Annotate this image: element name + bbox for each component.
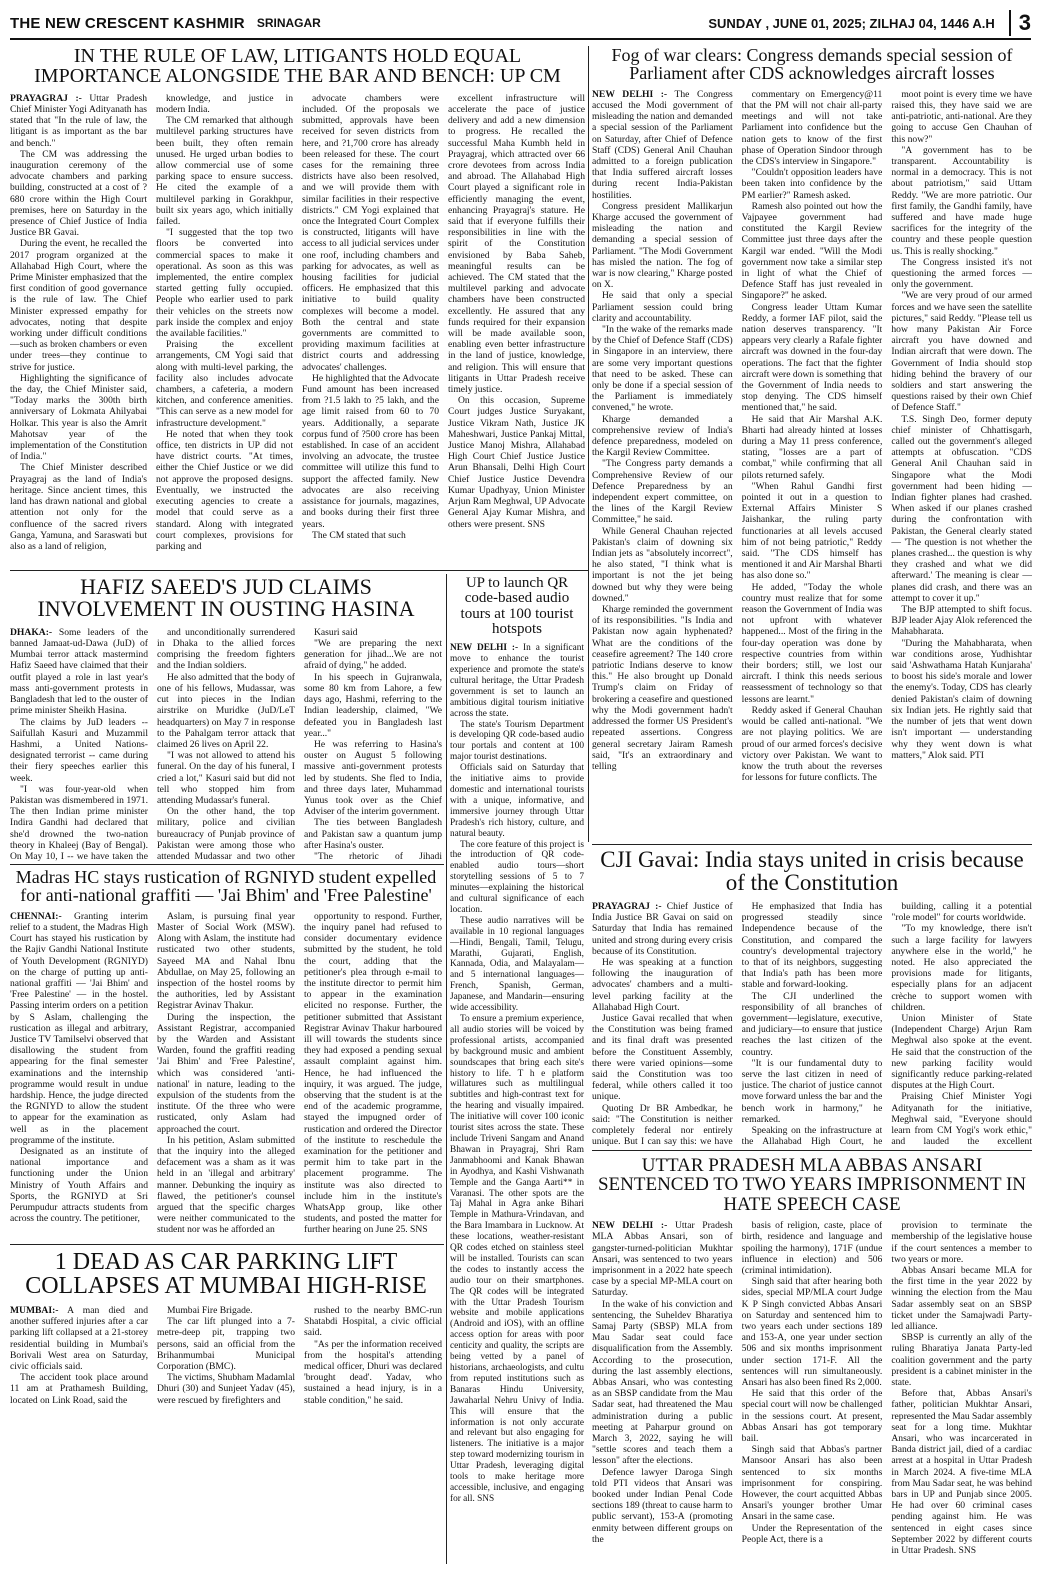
paragraph <box>742 1125 883 1148</box>
paragraph <box>742 1220 883 1276</box>
paragraph <box>450 1014 584 1505</box>
paragraph-text: Granting interim relief to a student, the Madras High Court has stayed his rustication by the Rajiv Gandhi National Institute of Youth Development (RGNIYD) on the charge of putting up anti-national graffiti — 'Jai Bhim' and 'Free Palestine' — in the hostel. Passing interim orders on a petition by S Aslam, challenging the rustication as illegal and arbitrary, Justice TV Tamilselvi observed that disallowing the student from appearing for the final semester examinations and the internship programme would result in undue hardship. Hence, the judge directed the RGNIYD to allow the student to appear for the examination as well as in the placement programme of the institute. <box>10 910 148 1146</box>
paragraph-text: Kharge demanded a comprehensive review of India's defence preparedness, modeled on the Kargil Review Committee. <box>592 413 733 459</box>
paragraph-text: "As per the information received from the hospital's attending medical officer, Dhuri was declared 'brought dead'. Yadav, who sustained a head injury, is in a stable condition," he said. <box>304 1338 442 1406</box>
paragraph-text: A man died and another suffered injuries after a car parking lift collapsed at a 21-storey residential building in Mumbai's Borivali West area on Saturday, civic officials said. <box>10 1304 148 1372</box>
article-column <box>302 93 439 552</box>
paragraph <box>304 1305 442 1339</box>
article-column <box>448 93 585 552</box>
paragraph <box>592 1299 733 1467</box>
paragraph <box>450 840 584 916</box>
paragraph-text: While General Chauhan rejected Pakistan's claim of downing six Indian jets as "absolutely incorrect", he also stated, "I think what is important is not the jet being downed but why they were being downed." <box>592 525 733 604</box>
paragraph-text: Justice Gavai recalled that when the Constitution was being framed and its final draft was presented before the Constituent Assembly, there were varied opinions—some said the Constitution was too federal, while others called it too unique. <box>592 1012 733 1103</box>
paragraph <box>10 93 147 149</box>
section-rule <box>10 1244 444 1245</box>
paragraph-text: Chief Justice of India Justice BR Gavai on said on Saturday that India has remained united and strong during every crisis because of its Constitution. <box>592 900 733 957</box>
dateline: DHAKA:- <box>10 626 53 638</box>
paragraph <box>891 1332 1032 1388</box>
article-column <box>592 89 733 784</box>
paragraph-text: In the wake of his conviction and sentencing, the Suheldev Bharatiya Samaj Party (SBSP) MLA from Mau Sadar seat could face disqualification from the Assembly. According to the prosecution, during the last assembly elections, Abbas Ansari, who was contesting as an SBSP candidate from the Mau Sadar seat, had threatened the Mau administration during a public meeting at Paharpur ground on March 3, 2022, saying he will "settle scores and teach them a lesson" after the elections. <box>592 1298 733 1467</box>
paragraph <box>304 1339 442 1406</box>
paragraph-text: T.S. Singh Deo, former deputy chief minister of Chhattisgarh, called out the government's alleged attempts at obfuscation. "CDS General Anil Chauhan said in Singapore what the Modi government had been hiding — Indian fighter planes had crashed. When asked if our planes crashed during the confrontation with Pakistan, the General clearly stated — 'The question is not whether the planes crashed... the question is why they crashed and what we did afterward.' The meaning is clear — planes did crash, and there was an attempt to cover it up." <box>891 413 1032 604</box>
paragraph-text: The claims by JuD leaders -- Saifullah Kasuri and Muzammil Hashmi, a United Nations-designated terrorist -- came during their fiery speeches earlier this week. <box>10 716 148 784</box>
story-cji-gavai <box>592 848 1032 1148</box>
paragraph-text: Abbas Ansari became MLA for the first time in the year 2022 by winning the election from the Mau Sadar assembly seat on an SBSP ticket under the Samajwadi Party-led alliance. <box>891 1264 1032 1332</box>
paragraph <box>304 911 442 1236</box>
paragraph <box>304 672 442 739</box>
paragraph-text: "I was not allowed to attend his funeral. On the day of his funeral, I cried a lot," Kasuri said but did not tell who stopped him from attending Mudassar's funeral. <box>157 750 295 806</box>
page-number: 3 <box>1009 10 1031 36</box>
paragraph-text: "We are preparing the next generation for jihad...We are not afraid of dying," he added. <box>304 638 442 672</box>
paragraph <box>10 373 147 463</box>
paragraph-text: commentary on Emergency@11 that the PM will not chair all-party meetings and will not take Parliament into confidence but the nation gets to know of the first phase of Operation Sindoor through the CDS's interview in Singapore." <box>741 88 883 167</box>
paragraph-text: Congress president Mallikarjun Kharge accused the government of misleading the nation and demanding a special session of Parliament. "The Modi Government has misled the nation. The fog of war is now clearing," Kharge posted on X. <box>592 200 733 291</box>
paragraph <box>157 1316 295 1372</box>
paragraph-text: He highlighted that the Advocate Fund amount has been increased from ?1.5 lakh to ?5 lakh, and the age limit raised from 60 to 70 years. Additionally, a separate corpus fund of ?500 crore has been established. In case of an accident involving an advocate, the trustee committee will utilize this fund to support the affected family. New advocates are also receiving assistance for journals, magazines, and books during their first three years. <box>302 372 439 530</box>
paragraph <box>742 991 883 1058</box>
paragraph <box>742 201 883 302</box>
paragraph <box>592 201 733 291</box>
paragraph-text: The state's Tourism Department is developing QR code-based audio tour portals and content at 100 major tourist destinations. <box>450 719 584 763</box>
paragraph-text: In a significant move to enhance the tourist experience and promote the state's cultural heritage, the Uttar Pradesh government is set to launch an ambitious digital tourism initiative across the state. <box>450 643 584 719</box>
paragraph <box>10 784 148 862</box>
paragraph-text: He was referring to Hasina's ouster on August 5 following massive anti-government protests led by students. She fled to India, and three days later, Muhammad Yunus took over as the Chief Adviser of the interim government. <box>304 738 442 818</box>
section-rule <box>10 570 588 571</box>
paragraph <box>592 1103 733 1148</box>
article-column <box>10 627 148 862</box>
paragraph <box>157 1372 295 1406</box>
paragraph <box>157 1135 295 1236</box>
paragraph-text: Union Minister of State (Independent Charge) Arjun Ram Meghwal also spoke at the event. He said that the construction of the new parking facility would significantly reduce parking-related disputes at the High Court. <box>891 1012 1032 1092</box>
paragraph-text: rushed to the nearby BMC-run Shatabdi Hospital, a civic official said. <box>304 1304 442 1339</box>
paragraph <box>891 638 1032 761</box>
paragraph-text: Officials said on Saturday that the initiative aims to provide domestic and international tourists with a unique, informative, and immersive journey through Uttar Pradesh's rich history, culture, and natural beauty. <box>450 763 584 839</box>
paragraph <box>891 1265 1032 1332</box>
paragraph <box>891 923 1032 1013</box>
paragraph-text: Speaking on the infrastructure at the Allahabad High Court, he <box>741 1124 883 1148</box>
paragraph-text: Singh said that after hearing both sides, special MP/MLA court Judge K P Singh convicted Abbas Ansari on Saturday and sentenced him to two years each under sections 189 and 153-A, one year under section 506 and six months imprisonment under section 171-F. All the sentences will run simultaneously. Ansari has also been fined Rs 2,000. <box>741 1276 883 1388</box>
article-column <box>157 627 295 862</box>
paragraph-text: The CM was addressing the inauguration ceremony of the advocate chambers and parking building, constructed at a cost of ?680 crore within the High Court premises, here on Saturday in the presence of Chief Justice of India Justice BR Gavai. <box>10 148 147 239</box>
paragraph-text: The Congress accused the Modi government of misleading the nation and demanded a special session of the Parliament on Saturday, after Chief of Defence Staff (CDS) General Anil Chauhan admitted to a foreign publication that India suffered aircraft losses during recent India-Pakistan hostilities. <box>592 88 733 201</box>
paragraph <box>10 911 148 1146</box>
paragraph <box>304 638 442 672</box>
paragraph <box>304 851 442 862</box>
paragraph <box>891 414 1032 604</box>
paragraph-text: moot point is every time we have raised this, they have said we are anti-patriotic, anti-national. Are they going to accuse Gen Chauhan of this now?" <box>891 88 1032 145</box>
paragraph <box>157 627 295 672</box>
paragraph <box>156 339 293 429</box>
headline-abbas-ansari: UTTAR PRADESH MLA ABBAS ANSARI SENTENCED TO TWO YEARS IMPRISONMENT IN HATE SPEECH CASE <box>597 1156 1027 1215</box>
paragraph <box>450 643 584 719</box>
paragraph-text: Highlighting the significance of the day, the Chief Minister said, "Today marks the 300th birth anniversary of Lokmata Ahilyabai Holkar. This year is also the Amrit Mahotsav year of the implementation of the Constitution of India." <box>10 372 147 463</box>
paragraph <box>450 916 584 1014</box>
article-column <box>742 901 883 1148</box>
headline-qr-tours: UP to launch QR code-based audio tours at 100 tourist hotspots <box>460 576 574 637</box>
section-rule <box>592 844 1032 845</box>
paragraph <box>742 414 883 481</box>
paragraph <box>156 227 293 339</box>
section-rule <box>592 1150 1032 1151</box>
paragraph <box>742 1523 883 1545</box>
paragraph <box>742 89 883 167</box>
paragraph <box>891 1013 1032 1091</box>
paragraph <box>891 145 1032 257</box>
paragraph <box>157 911 295 1012</box>
paragraph-text: Uttar Pradesh Chief Minister Yogi Adityanath has stated that "In the rule of law, the litigant is as important as the bar and bench." <box>10 92 147 149</box>
paragraph <box>157 806 295 862</box>
paragraph <box>891 1220 1032 1265</box>
article-column <box>891 1220 1032 1556</box>
paragraph <box>157 1305 295 1316</box>
paragraph-text: Kasuri said <box>314 626 358 638</box>
paragraph <box>592 526 733 604</box>
story-rule-of-law <box>10 46 585 568</box>
paragraph <box>304 817 442 851</box>
paragraph-text: Singh said that Abbas's partner Mansoor Ansari has also been sentenced to six months imprisonment for conspiring. However, the court acquitted Abbas Ansari's younger brother Umar Ansari in the same case. <box>741 1444 883 1523</box>
paragraph <box>10 1305 148 1372</box>
story-abbas-ansari <box>592 1156 1032 1568</box>
edition-city: SRINAGAR <box>256 16 321 30</box>
paragraph-text: Some leaders of the banned Jamaat-ud-Dawa (JuD) of Mumbai terror attack mastermind Hafiz Saeed have claimed that their outfit played a role in last year's mass anti-government protests in Bangladesh that led to the ouster of prime minister Sheikh Hasina. <box>10 626 148 717</box>
paragraph <box>891 1091 1032 1148</box>
paragraph-text: The Congress insisted it's not questioning the armed forces — only the government. <box>891 256 1032 291</box>
paragraph <box>10 238 147 372</box>
article-column <box>891 89 1032 784</box>
article-column <box>157 1305 295 1406</box>
paragraph-text: The Chief Minister described Prayagraj as the land of India's heritage. Since ancient times, this land has drawn national and global attention not only for the confluence of the sacred rivers Ganga, Yamuna, and Saraswati but also as a land of religion, <box>10 462 147 552</box>
paragraph <box>304 627 442 638</box>
paragraph <box>891 604 1032 638</box>
dateline: CHENNAI:- <box>10 910 62 922</box>
masthead-bar <box>10 8 1031 40</box>
paragraph-text: In his speech in Gujranwala, some 80 km from Lahore, a few days ago, Hashmi, referring to the Indian leadership, claimed, "We defeated you in Bangladesh last year..." <box>304 671 442 739</box>
paragraph-text: "During the Mahabharata, when war conditions arose, Yudhishtar said 'Ashwathama Hatah Kunjaraha' to boost his side's morale and lower the enemy's. Today, CDS has clearly denied Pakistan's claim of downing six Indian jets. He rightly said that the number of jets that went down isn't important — understanding why they went down is what matters," Alok said. PTI <box>891 637 1032 761</box>
paragraph <box>742 705 883 783</box>
paragraph-text: Before that, Abbas Ansari's father, politician Mukhtar Ansari, represented the Mau Sadar assembly seat for a long time. Mukhtar Ansari, who was incarcerated in Banda district jail, died of a cardiac arrest at a hospital in Uttar Pradesh in March 2024. A five-time MLA from Mau Sadar seat, he was behind bars in UP and Punjab since 2005. He had over 60 criminal cases pending against him. He was sentenced in eight cases since September 2022 by different courts in Uttar Pradesh. SNS <box>891 1388 1032 1557</box>
paragraph <box>742 1444 883 1522</box>
paragraph <box>742 167 883 201</box>
paragraph <box>302 530 439 541</box>
newspaper-name: THE NEW CRESCENT KASHMIR <box>10 14 245 32</box>
paragraph-text: Defence lawyer Daroga Singh told PTI videos that Ansari was booked under Indian Penal Code sections 189 (threat to cause harm to public servant), 153-A (promoting enmity between different groups on the <box>592 1466 733 1545</box>
paragraph <box>742 901 883 991</box>
article-column <box>304 627 442 862</box>
paragraph-text: Kharge reminded the government of its responsibilities. "Is India and Pakistan now again hyphenated? What are the conditions of the ceasefire agreement? The 140 crore patriotic Indians deserve to know this." He also brought up Donald Trump's claim on Friday of brokering a ceasefire and questioned why the Modi government hadn't addressed the former US President's repeated assertions. Congress general secretary Jairam Ramesh said, "It's an extraordinary and telling <box>592 604 733 772</box>
column-rule <box>588 46 589 842</box>
headline-mumbai-lift: 1 DEAD AS CAR PARKING LIFT COLLAPSES AT MUMBAI HIGH-RISE <box>25 1250 427 1300</box>
paragraph-text: He said that only a special Parliament session could bring clarity and accountability. <box>592 290 733 324</box>
paragraph-text: "I was four-year-old when Pakistan was dismembered in 1971. The then Indian prime minister Indira Gandhi had declared that she'd drowned the two-nation theory in Khaleej (Bay of Bengal). On May 10, I -- we have taken the <box>10 783 148 862</box>
paragraph-text: During the inspection, the Assistant Registrar, accompanied by the Warden and Assistant Warden, found the graffiti reading 'Jai Bhim' and 'Free Palestine', which was considered 'anti-national' in nature, leading to the expulsion of the students from the institute. Of the three who were rusticated, only Aslam had approached the court. <box>157 1011 295 1135</box>
paragraph <box>157 1012 295 1135</box>
paragraph-text: To ensure a premium experience, all audio stories will be voiced by professional artists, accompanied by background music and ambient soundscapes that bring each site's history to life. T h e platform willatures such as multilingual subtitles and high-contrast text for the hearing and visually impaired. The initiative will cover 100 iconic tourist sites across the state. These include Triveni Sangam and Anand Bhawan in Prayagraj, Shri Ram Janmabhoomi and Kanak Bhawan in Ayodhya, and Kashi Vishwanath Temple and the Ganga Aarti** in Varanasi. The other spots are the Taj Mahal in Agra anke Bihari Temple in Mathura-Vrindavan, and the Bara Imambara in Lucknow. At these locations, weather-resistant QR codes etched on stainless steel will be installed. Tourists can scan the codes to instantly access the audio tour on their smartphones. The QR codes will be integrated with the Uttar Pradesh Tourism website and mobile applications (Android and iOS), with an offline access option for areas with poor centicity and quality, the scripts are being vetted by a panel of historians, archaeologists, and cultu from reputed institutions such as Banaras Hindu University, Jawaharlal Nehru Univy of India. This will ensure that the information is not only accurate and relevant but also engaging for listeners. The initiative is a major step toward modernizing tourism in Uttar Pradesh, leveraging digital tools to make heritage more accessible, inclusive, and engaging for all. SNS <box>450 1014 584 1504</box>
paragraph <box>592 89 733 201</box>
paragraph <box>592 604 733 772</box>
paragraph <box>592 901 733 957</box>
paragraph <box>157 750 295 806</box>
paragraph-text: and unconditionally surrendered in Dhaka to the allied forces comprising the freedom fighters and the Indian soldiers. <box>157 626 295 672</box>
paragraph-text: Praising Chief Minister Yogi Adityanath for the initiative, Meghwal said, "Everyone should learn from CM Yogi's work ethic," and lauded the excellent <box>891 1091 1032 1148</box>
paragraph-text: These audio narratives will be available in 10 regional languages—Hindi, Bengali, Tamil, Telugu, Marathi, Gujarati, English, Kannada, Odia, and Malayalam—and 5 international languages—French, Spanish, German, Japanese, and Mandarin—ensuring wide accessibility. <box>450 915 584 1014</box>
paragraph <box>592 1220 733 1298</box>
paragraph <box>10 1146 148 1224</box>
paragraph <box>448 93 585 395</box>
paragraph <box>891 1388 1032 1556</box>
paragraph <box>742 481 883 582</box>
paragraph-text: The ties between Bangladesh and Pakistan saw a quantum jump after Hasina's ouster. <box>304 817 442 851</box>
paragraph-text: Praising the excellent arrangements, CM Yogi said that along with multi-level parking, the facility also includes advocate chambers, a cafeteria, a modern kitchen, and conference amenities. "This can serve as a new model for infrastructure development." <box>156 339 293 429</box>
headline-rule-of-law: IN THE RULE OF LAW, LITIGANTS HOLD EQUAL IMPORTANCE ALONGSIDE THE BAR AND BENCH: UP CM <box>34 46 561 88</box>
article-column <box>742 1220 883 1556</box>
headline-jud-hasina: HAFIZ SAEED'S JUD CLAIMS INVOLVEMENT IN OUSTING HASINA <box>37 576 415 622</box>
story-madras-hc <box>10 868 442 1242</box>
paragraph-text: "The rhetoric of Jihadi <box>314 850 442 862</box>
paragraph <box>891 901 1032 923</box>
paragraph-text: knowledge, and justice in modern India. <box>156 92 293 115</box>
paragraph-text: He noted that when they took office, ten districts in UP did not have district courts. "At times, either the Chief Justice or we did not approve the proposed designs. Eventually, we instructed the executing agencies to create a model that could serve as a standard. Along with integrated court complexes, provisions for parking and <box>156 428 293 552</box>
dateline: NEW DELHI :- <box>592 88 668 100</box>
paragraph <box>592 290 733 324</box>
paragraph-text: Congress leader Uttam Kumar Reddy, a former IAF pilot, said the nation deserves transparency. "It appears very clearly a Rafale fighter aircraft was downed in the four-day operations. The fact that the fighter aircraft were down is something that the Government of India needs to stop denying. The CDS himself mentioned that," he said. <box>741 301 883 414</box>
paragraph <box>592 957 733 1013</box>
paragraph <box>10 717 148 784</box>
paragraph-text: The core feature of this project is the introduction of QR code-enabled audio tours—short storytelling sessions of 5 to 7 minutes—explaining the historical and cultural significance of each location. <box>450 839 584 915</box>
paragraph-text: During the event, he recalled the 2017 program organized at the Allahabad High Court, where the Prime Minister emphasized that the first condition of good governance is the rule of law. The Chief Minister expressed empathy for advocates, noting that despite working under difficult conditions—such as broken chambers or even under trees—they continue to strive for justice. <box>10 238 147 373</box>
dateline: NEW DELHI :- <box>592 1220 668 1232</box>
paragraph-text: The CM stated that such <box>312 529 406 541</box>
column-rule <box>446 574 447 1564</box>
paragraph-text: building, calling it a potential "role model" for courts worldwide. <box>891 900 1032 924</box>
paragraph-text: The accident took place around 11 am at Prathamesh Building, located on Link Road, said the <box>10 1372 148 1406</box>
paragraph <box>10 627 148 717</box>
paragraph-text: He said that Air Marshal A.K. Bharti had already hinted at losses during a May 11 press conference, stating, "losses are a part of combat," while confirming that all pilots returned safely. <box>741 413 883 481</box>
issue-date: SUNDAY , JUNE 01, 2025; ZILHAJ 04, 1446 A.H <box>708 15 995 31</box>
article-column <box>156 93 293 552</box>
article-column <box>592 1220 733 1556</box>
paragraph-text: On the other hand, the top military, police and civilian bureaucracy of Punjab province of Pakistan were among those who attended Mudassar and two other <box>157 806 295 862</box>
paragraph <box>10 149 147 239</box>
article-column <box>450 643 584 1505</box>
article-column <box>742 89 883 784</box>
paragraph <box>592 414 733 459</box>
paragraph <box>450 720 584 764</box>
dateline: MUMBAI:- <box>10 1304 59 1316</box>
paragraph <box>302 373 439 530</box>
paragraph <box>742 302 883 414</box>
paragraph-text: "A government has to be transparent. Accountability is normal in a democracy. This is not about patriotism," said Uttam Reddy. "We are more patriotic. Our first family, the Gandhi family, have suffered and have made huge sacrifices for the integrity of the country and these people question us. This is really shocking." <box>891 144 1032 257</box>
paragraph-text: "When Rahul Gandhi first pointed it out in a question to External Affairs Minister S Jaishankar, the ruling party functionaries at all levels accused him of not being patriotic," Reddy said. "The CDS himself has mentioned it and Air Marshal Bharti has also done so." <box>741 480 883 582</box>
paragraph-text: The BJP attempted to shift focus. BJP leader Ajay Alok referenced the Mahabharata. <box>891 604 1032 638</box>
paragraph <box>10 1372 148 1406</box>
paragraph-text: "We are very proud of our armed forces and we have seen the satellite pictures," said Reddy. "Please tell us how many Pakistan Air Force aircraft you have downed and Indian aircraft that were down. The Government of India should stop hiding behind the bravery of our soldiers and start answering the questions raised by their own Chief of Defence Staff." <box>891 290 1032 414</box>
paragraph-text: Aslam, is pursuing final year Master of Social Work (MSW). Along with Aslam, the institute had rusticated two other students, Sayeed MA and Nahal Ibnu Abdullae, on May 25, following an inspection of the hostel rooms by the authorities, led by Assistant Registrar Avinav Thakur. <box>157 910 295 1012</box>
story-jud-hasina <box>10 576 442 862</box>
paragraph-text: "Couldn't opposition leaders have been taken into confidence by the PM earlier?" Ramesh asked. <box>741 167 883 201</box>
paragraph <box>742 1388 883 1444</box>
paragraph <box>592 1467 733 1545</box>
paragraph-text: advocate chambers were included. Of the proposals we submitted, approvals have been received for seven districts from here, and ?1,700 crore has already been released for these. The court cases for the remaining three districts have also been resolved, and we will provide them with similar facilities in their respective districts." CM Yogi explained that once the Integrated Court Complex is constructed, litigants will have access to all judicial services under one roof, including chambers and parking for advocates, as well as housing facilities for judicial officers. He emphasized that this initiative to build quality complexes will become a model. Both the central and state governments are committed to providing maximum facilities at district courts and addressing advocates' challenges. <box>302 92 439 373</box>
article-column <box>891 901 1032 1148</box>
article-column <box>592 901 733 1148</box>
headline-congress-session: Fog of war clears: Congress demands special session of Parliament after CDS acknowledges aircraft losses <box>611 46 1013 84</box>
paragraph <box>592 1013 733 1103</box>
article-column <box>304 911 442 1236</box>
section-rule <box>10 864 444 865</box>
story-congress-session <box>592 46 1032 842</box>
article-column <box>10 93 147 552</box>
paragraph <box>450 763 584 839</box>
article-column <box>10 911 148 1236</box>
paragraph <box>891 257 1032 291</box>
paragraph-text: excellent infrastructure will accelerate the pace of justice delivery and add a new dimension to progress. He recalled the successful Maha Kumbh held in Prayagraj, which attracted over 66 crore devotees from across India and abroad. The Allahabad High Court played a significant role in efficiently managing the event, enhancing Prayagraj's stature. He said that if everyone fulfills their responsibilities in line with the spirit of the Constitution envisioned by Baba Saheb, meaningful results can be achieved. The CM stated that the multilevel parking and advocate chambers have been constructed excellently. He assured that any funds required for their expansion will be made available soon, enabling even better infrastructure in the land of justice, knowledge, and religion. This will ensure that litigants in Uttar Pradesh receive timely justice. <box>448 92 585 396</box>
paragraph-text: "The Congress party demands a Comprehensive Review of our Defence Preparedness by an independent expert committee, on the lines of the Kargil Review Committee," he said. <box>592 458 733 526</box>
article-column <box>304 1305 442 1406</box>
paragraph <box>742 1276 883 1388</box>
paragraph-text: Under the Representation of the People Act, there is a <box>741 1522 883 1545</box>
headline-cji-gavai: CJI Gavai: India stays united in crisis because of the Constitution <box>600 848 1024 896</box>
paragraph <box>156 115 293 227</box>
paragraph-text: Quoting Dr BR Ambedkar, he said: "The Constitution is neither completely federal nor entirely unique. But I can say this: we have <box>592 1102 733 1148</box>
paragraph <box>156 93 293 115</box>
paragraph-text: The victims, Shubham Madamlal Dhuri (30) and Sunjeet Yadav (45), were rescued by firefighters and <box>157 1372 295 1406</box>
paragraph-text: He said that this order of the special court will now be challenged in the sessions court. At present, Abbas Ansari has got temporary bail. <box>741 1388 883 1444</box>
paragraph <box>302 93 439 373</box>
paragraph <box>10 462 147 552</box>
article-column <box>10 1305 148 1406</box>
paragraph-text: opportunity to respond. Further, the inquiry panel had refused to consider documentary evidence submitted by the student, he told the court, adding that the petitioner's plea through e-mail to the institute director to permit him to appear in the examination elicited no response. Further, the petitioner submitted that Assistant Registrar Avinav Thakur harboured ill will towards the students since they had exposed a pending sexual assault complaint against him. Hence, he had influenced the inquiry, it was argued. The judge, observing that the student is at the end of the academic programme, stayed the impugned order of rustication and ordered the Director of the institute to reschedule the examination for the petitioner and permit him to take part in the placement programme. The institute was also directed to include him in the institute's WhatsApp group, like other students, and posted the matter for further hearing on June 25. SNS <box>304 910 442 1236</box>
paragraph <box>592 458 733 525</box>
paragraph <box>891 290 1032 413</box>
paragraph <box>156 429 293 552</box>
paragraph-text: On this occasion, Supreme Court judges Justice Suryakant, Justice Vikram Nath, Justice JK Maheshwari, Justice Pankaj Mittal, Justice Manoj Mishra, Allahabad High Court Chief Justice Justice Arun Bhansali, Delhi High Court Chief Justice Justice Devendra Kumar Upadhyay, Union Minister Arjun Ram Meghwal, UP Advocate General Ajay Kumar Mishra, and others were present. SNS <box>448 395 585 530</box>
paragraph-text: In his petition, Aslam submitted that the inquiry into the alleged defacement was a sham as it was held in an 'illegal and arbitrary' manner. Debunking the inquiry as flawed, the petitioner's counsel argued that the specific charges were neither communicated to the student nor was he afforded an <box>157 1134 295 1236</box>
paragraph-text: He also admitted that the body of one of his fellows, Mudassar, was cut into pieces in the Indian airstrike on Muridke (JuD/LeT headquarters) on May 7 in response to the Pahalgam terror attack that claimed 26 lives on April 22. <box>157 671 295 750</box>
paragraph-text: "To my knowledge, there isn't such a large facility for lawyers anywhere else in the world," he noted. He also appreciated the provisions made for litigants, especially plans for an adjacent crèche to support women with children. <box>891 923 1032 1013</box>
paragraph-text: The CM remarked that although multilevel parking structures have been built, they often remain unused. He urged urban bodies to allow commercial use of some parking space to ensure success. He cited the example of a multilevel parking in Gorakhpur, built six years ago, which initially failed. <box>156 115 293 228</box>
paragraph <box>448 395 585 529</box>
paragraph <box>742 582 883 705</box>
article-column <box>157 911 295 1236</box>
paragraph-text: The CJI underlined the responsibility of all branches of government—legislature, executive, and judiciary—to ensure that justice reaches the last citizen of the country. <box>741 990 883 1058</box>
paragraph-text: He emphasized that India has progressed steadily since Independence because of the Constitution, and compared the country's developmental trajectory to that of its neighbors, suggesting that India's path has been more stable and forward-looking. <box>741 900 883 991</box>
paragraph-text: Mumbai Fire Brigade. <box>167 1304 253 1316</box>
paragraph-text: "In the wake of the remarks made by the Chief of Defence Staff (CDS) in Singapore in an interview, there are some very important questions that need to be asked. These can only be done if a special session of the Parliament is immediately convened," he wrote. <box>592 323 733 414</box>
paragraph <box>891 89 1032 145</box>
paragraph <box>592 324 733 414</box>
paragraph-text: Reddy asked if General Chauhan would be called anti-national. "We are not playing politics. We are proud of our armed forces's decisive victory over Pakistan. We want to know the truth about the reverses for lessons for future conflicts. The <box>741 704 883 784</box>
paragraph <box>157 672 295 750</box>
paragraph-text: basis of religion, caste, place of birth, residence and language and spoiling the harmony), 171F (undue influence in election) and 506 (criminal intimidation). <box>741 1220 883 1276</box>
paragraph-text: The car lift plunged into a 7-metre-deep pit, trapping two persons, said an official from the Brihanmumbai Municipal Corporation (BMC). <box>157 1316 295 1372</box>
story-qr-tours <box>450 576 584 1566</box>
paragraph <box>742 1058 883 1125</box>
paragraph-text: SBSP is currently an ally of the ruling Bharatiya Janata Party-led coalition government and the party president is a cabinet minister in the state. <box>891 1332 1032 1388</box>
paragraph-text: "It is our fundamental duty to serve the last citizen in need of justice. The chariot of justice cannot move forward unless the bar and the bench work in harmony," he remarked. <box>741 1057 883 1125</box>
paragraph-text: provision to terminate the membership of the legislative house if the court sentences a member to two years or more. <box>891 1220 1032 1265</box>
paragraph-text: Uttar Pradesh MLA Abbas Ansari, son of gangster-turned-politician Mukhtar Ansari, was sentenced to two years imprisonment in a 2022 hate speech case by a special MP-MLA court on Saturday. <box>592 1220 733 1299</box>
dateline: NEW DELHI :- <box>450 643 519 654</box>
dateline: PRAYAGRAJ :- <box>10 92 82 104</box>
paragraph-text: Ramesh also pointed out how the Vajpayee government had constituted the Kargil Review Committee just three days after the Kargil war ended. "Will the Modi government now take a similar step in light of what the Chief of Defence Staff has just revealed in Singapore?" he asked. <box>741 200 883 302</box>
dateline: PRAYAGRAJ :- <box>592 900 662 912</box>
paragraph-text: He added, "Today the whole country must realize that for some reason the Government of India was not upfront with whatever happened... Most of the firing in the four-day operation was done by respective countries from within their borders; still, we lost our aircraft. I think this needs serious reassessment of technology so that lessons are learnt." <box>741 581 883 705</box>
headline-madras-hc: Madras HC stays rustication of RGNIYD student expelled for anti-national graffiti — 'Jai Bhim' and 'Free Palestine' <box>15 868 437 906</box>
paragraph-text: He was speaking at a function following the inauguration of advocates' chambers and a multi-level parking facility at the Allahabad High Court. <box>592 956 733 1013</box>
story-mumbai-lift <box>10 1250 442 1568</box>
paragraph-text: Designated as an institute of national importance and functioning under the Union Ministry of Youth Affairs and Sports, the RGNIYD at Sri Perumpudur attracts students from across the country. The petitioner, <box>10 1145 148 1225</box>
paragraph <box>304 739 442 817</box>
paragraph-text: "I suggested that the top two floors be converted into commercial spaces to make it operational. As soon as this was implemented, the entire complex started getting fully occupied. People who earlier used to park their vehicles on the streets now park inside the complex and enjoy the available facilities." <box>156 227 293 340</box>
